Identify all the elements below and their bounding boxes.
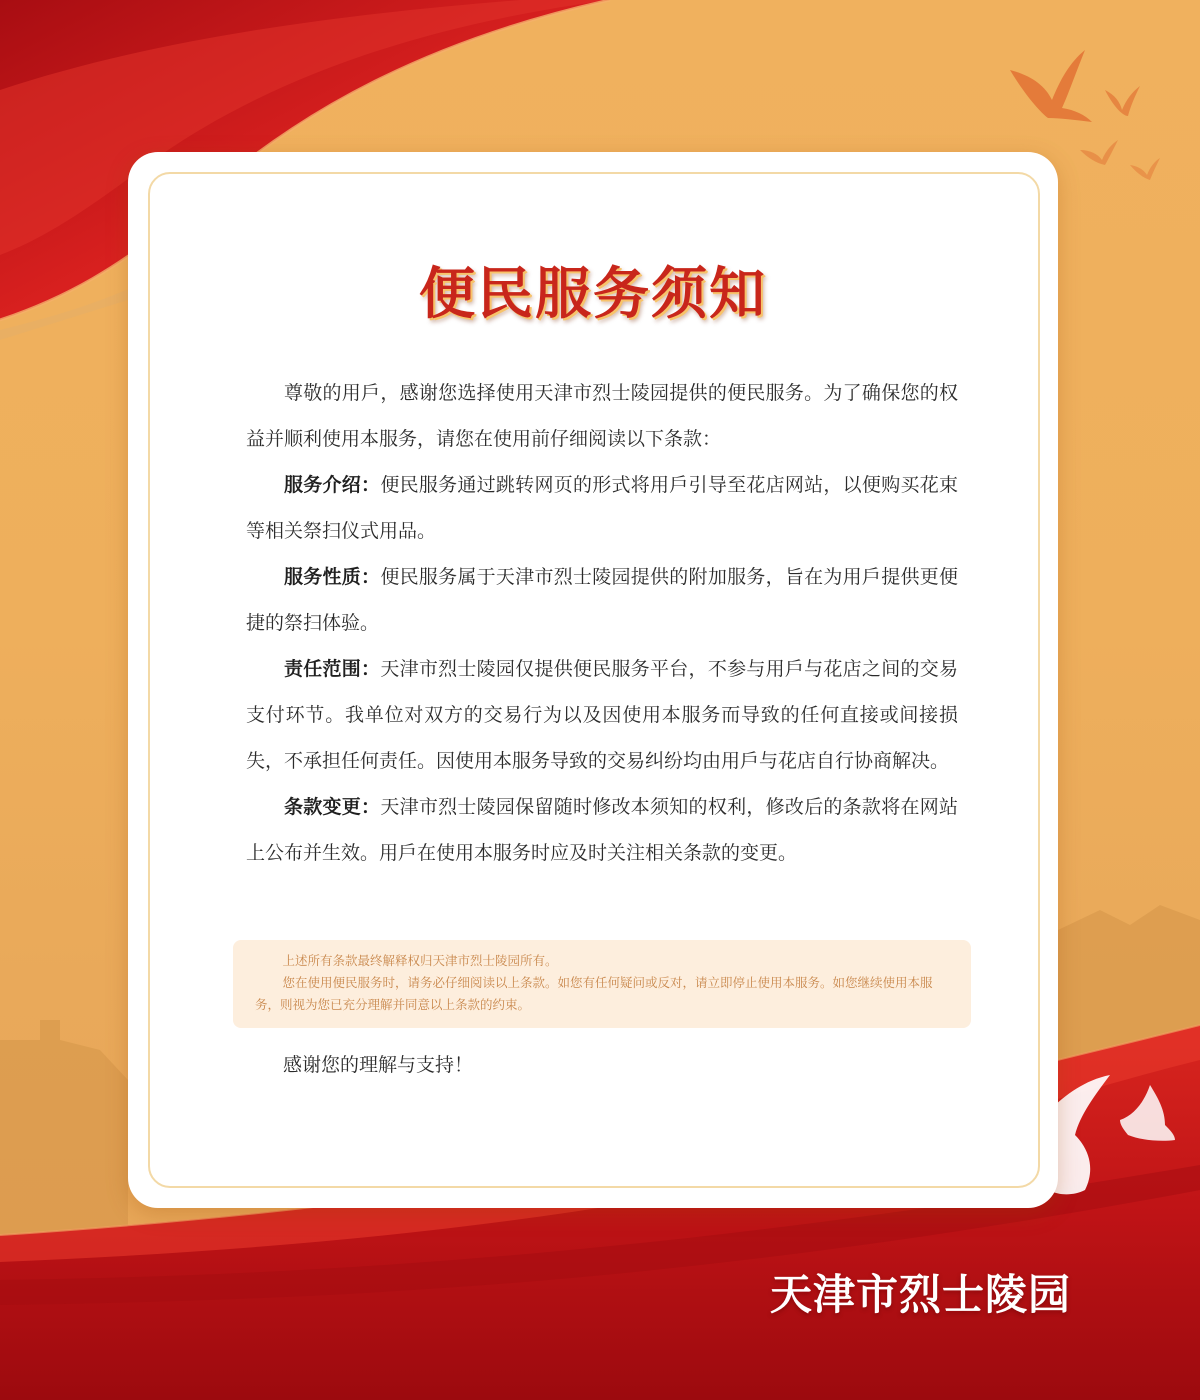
- clause-heading: 条款变更：: [284, 796, 381, 818]
- clause-service-nature: [246, 554, 958, 646]
- clause-text: 便民服务通过跳转网页的形式将用戶引导至花店网站，以便购买花束等相关祭扫仪式用品。: [246, 474, 958, 542]
- clause-heading: 服务性质：: [284, 566, 381, 588]
- clause-changes: [246, 784, 958, 876]
- clause-service-intro: [246, 462, 958, 554]
- clause-heading: 责任范围：: [284, 658, 381, 680]
- intro-paragraph: [246, 370, 958, 462]
- notice-body: [246, 370, 958, 876]
- disclaimer-box: [233, 940, 971, 1028]
- page-title: 便民服务须知: [419, 261, 767, 327]
- notice-card: [128, 152, 1058, 1208]
- clause-text: 天津市烈士陵园仅提供便民服务平台，不参与用戶与花店之间的交易支付环节。我单位对双方的交易行为以及因使用本服务而导致的任何直接或间接损失，不承担任何责任。因使用本服务导致的交易纠纷均由用戶与花店自行协商解决。: [246, 658, 958, 772]
- organization-name: 天津市烈士陵园: [770, 1270, 1072, 1319]
- closing-text: 感谢您的理解与支持！: [283, 1054, 474, 1076]
- clause-text: 天津市烈士陵园保留随时修改本须知的权利，修改后的条款将在网站上公布并生效。用戶在使用本服务时应及时关注相关条款的变更。: [246, 796, 958, 864]
- intro-text: 尊敬的用戶，感谢您选择使用天津市烈士陵园提供的便民服务。为了确保您的权益并顺利使用本服务，请您在使用前仔细阅读以下条款：: [246, 382, 958, 450]
- disclaimer-line: 上述所有条款最终解释权归天津市烈士陵园所有。: [282, 953, 558, 968]
- clause-liability: [246, 646, 958, 784]
- clause-heading: 服务介绍：: [284, 474, 381, 496]
- disclaimer-line: 您在使用便民服务时，请务必仔细阅读以上条款。如您有任何疑问或反对，请立即停止使用本服务。如您继续使用本服务，则视为您已充分理解并同意以上条款的约束。: [255, 975, 933, 1012]
- clause-text: 便民服务属于天津市烈士陵园提供的附加服务，旨在为用戶提供更便捷的祭扫体验。: [246, 566, 958, 634]
